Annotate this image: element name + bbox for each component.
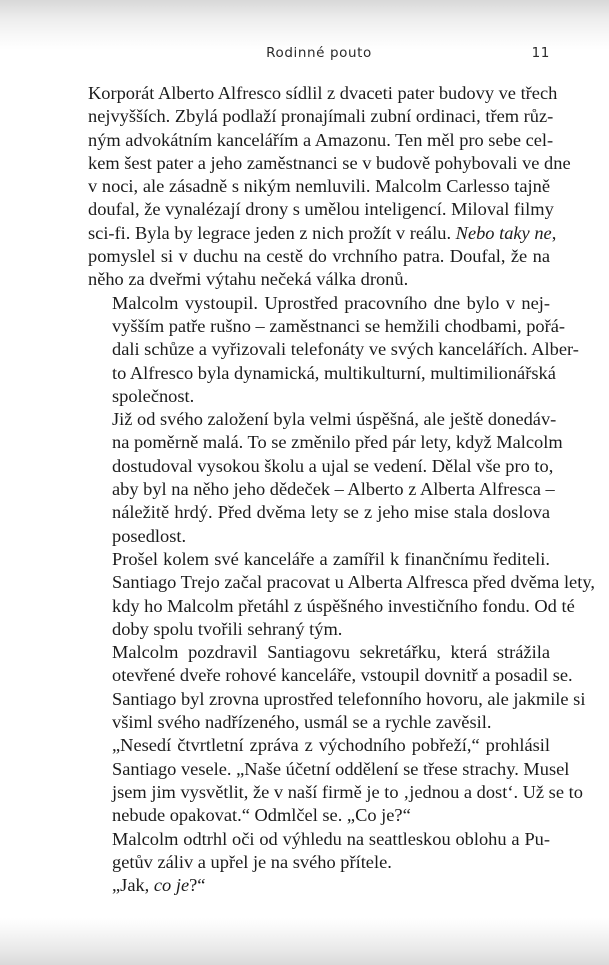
text-line: Malcolm odtrhl oči od výhledu na seattleskou oblohu a Pu-	[112, 828, 550, 849]
text-line: getův záliv a upřel je na svého přítele.	[112, 851, 392, 872]
running-header	[88, 45, 550, 65]
text-line: Malcolm vystoupil. Uprostřed pracovního dne bylo v nej-	[112, 292, 550, 313]
body-text	[88, 82, 595, 897]
running-title: Rodinné pouto	[266, 45, 372, 61]
text-line: otevřené dveře rohové kanceláře, vstoupil dovnitř a posadil se.	[112, 665, 573, 686]
text-line: doby spolu tvořili sehraný tým.	[112, 618, 343, 639]
text-line: společnost.	[112, 385, 195, 406]
paragraph	[88, 548, 595, 641]
paragraph	[88, 292, 579, 408]
text-line: Malcolm pozdravil Santiagovu sekretářku, která strážila	[112, 642, 550, 663]
text-line: náležitě hrdý. Před dvěma lety se z jeho mise stala doslova	[112, 502, 550, 523]
text-line: pomyslel si v duchu na cestě do vrchního patra. Doufal, že na	[88, 246, 550, 267]
text-line: Korporát Alberto Alfresco sídlil z dvaceti pater budovy ve třech	[88, 83, 558, 103]
text-line: „Jak, co je?“	[112, 875, 206, 896]
text-line: Santiago byl zrovna uprostřed telefonního hovoru, ale jakmile si	[112, 688, 586, 709]
text-line: sci-fi. Byla by legrace jeden z nich prožít v reálu. Nebo taky ne,	[88, 222, 557, 243]
text-line: dali schůze a vyřizovali telefonáty ve svých kancelářích. Alber-	[112, 339, 579, 360]
text-line: nejvyšších. Zbylá podlaží pronajímali zubní ordinaci, třem růz-	[88, 106, 554, 127]
text-line: doufal, že vynalézají drony s umělou inteligencí. Miloval filmy	[88, 199, 554, 220]
paragraph	[88, 408, 563, 548]
text-line: „Nesedí čtvrtletní zpráva z východního pobřeží,“ prohlásil	[112, 735, 550, 756]
page-number: 11	[531, 45, 550, 61]
text-line: to Alfresco byla dynamická, multikulturní, multimilionářská	[112, 362, 556, 383]
paragraph	[88, 82, 571, 292]
text-line: Prošel kolem své kanceláře a zamířil k finančnímu řediteli.	[112, 548, 550, 569]
text-line: ným advokátním kancelářím a Amazonu. Ten měl pro sebe cel-	[88, 129, 554, 150]
paragraph	[88, 641, 586, 734]
text-line: něho za dveřmi výtahu nečeká válka dronů.	[88, 269, 409, 290]
text-line: v noci, ale zásadně s nikým nemluvili. Malcolm Carlesso tajně	[88, 176, 550, 197]
text-line: Santiago Trejo začal pracovat u Alberta Alfresca před dvěma lety,	[112, 572, 595, 593]
text-line: dostudoval vysokou školu a ujal se vedení. Dělal vše pro to,	[112, 455, 554, 476]
text-line: aby byl na něho jeho dědeček – Alberto z Alberta Alfresca –	[112, 479, 555, 500]
text-line: vyšším patře rušno – zaměstnanci se hemžili chodbami, pořá-	[112, 315, 565, 336]
text-line: posedlost.	[112, 525, 187, 546]
text-line: jsem jim vysvětlit, že v naší firmě je to ‚jednou a dost‘. Už se to	[112, 781, 583, 802]
italic-emphasis: Nebo taky ne	[455, 222, 552, 243]
paragraph	[88, 874, 550, 897]
paragraph	[88, 828, 550, 875]
text-line: všiml svého nadřízeného, usmál se a rychle zavěsil.	[112, 712, 492, 733]
paragraph	[88, 734, 583, 827]
text-line: Santiago vesele. „Naše účetní oddělení se třese strachy. Musel	[112, 758, 570, 779]
text-line: na poměrně malá. To se změnilo před pár lety, když Malcolm	[112, 432, 563, 453]
text-line: kdy ho Malcolm přetáhl z úspěšného investičního fondu. Od té	[112, 595, 575, 616]
text-line: kem šest pater a jeho zaměstnanci se v budově pohybovali ve dne	[88, 152, 571, 173]
text-line: Již od svého založení byla velmi úspěšná, ale ještě donedáv-	[112, 409, 557, 430]
italic-emphasis: co je	[153, 875, 190, 896]
text-line: nebude opakovat.“ Odmlčel se. „Co je?“	[112, 805, 411, 826]
